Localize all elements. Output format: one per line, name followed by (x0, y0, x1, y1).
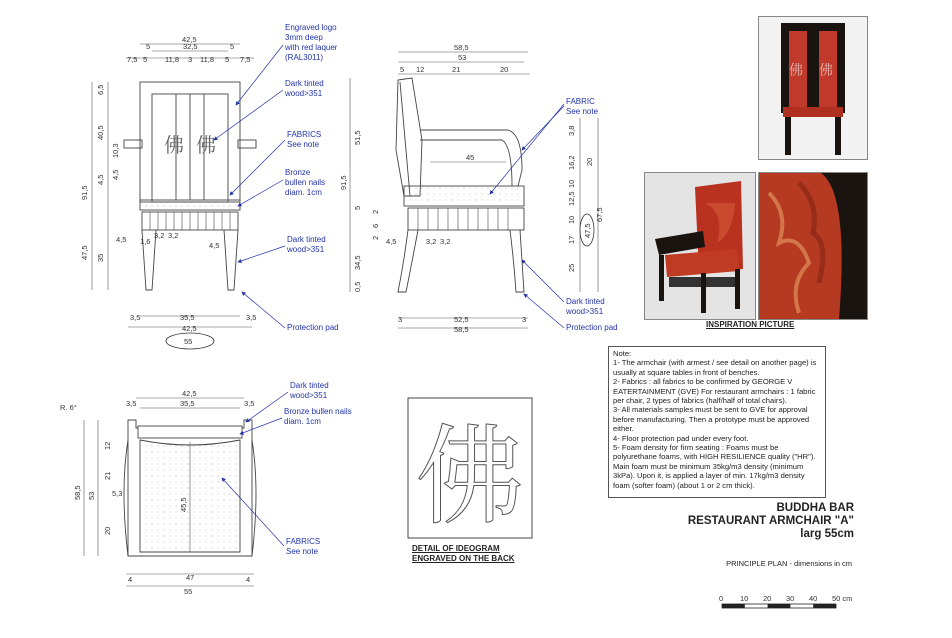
svg-text:91,5: 91,5 (80, 185, 89, 200)
svg-text:0: 0 (719, 594, 724, 603)
svg-text:58,5: 58,5 (73, 485, 82, 500)
svg-text:3,5: 3,5 (126, 399, 137, 408)
principle-plan-label: PRINCIPLE PLAN - dimensions in cm (726, 559, 852, 568)
svg-text:4,5: 4,5 (96, 174, 105, 185)
inspiration-photo-detail (758, 172, 868, 320)
svg-text:11,8: 11,8 (200, 55, 215, 64)
svg-text:20: 20 (585, 157, 594, 166)
svg-text:(RAL3011): (RAL3011) (285, 53, 324, 62)
svg-text:11,8: 11,8 (165, 55, 180, 64)
svg-text:5: 5 (400, 65, 405, 74)
svg-text:佛: 佛 (819, 63, 833, 79)
svg-text:47: 47 (186, 573, 195, 582)
svg-text:5: 5 (225, 55, 230, 64)
ideogram-character: 佛 (416, 415, 525, 540)
svg-text:7,5: 7,5 (240, 55, 251, 64)
svg-text:FABRICS: FABRICS (287, 130, 322, 139)
svg-text:12: 12 (103, 441, 112, 450)
title-line: BUDDHA BAR (776, 502, 854, 514)
svg-text:20: 20 (763, 594, 772, 603)
svg-text:2: 2 (371, 209, 380, 214)
notes-line: 1- The armchair (with armest / see detail on another page) is usually at square tables in front of benches. (613, 358, 817, 377)
svg-text:52,5: 52,5 (454, 315, 469, 324)
svg-text:Dark tinted: Dark tinted (287, 235, 326, 244)
svg-text:6,5: 6,5 (96, 84, 105, 95)
notes-line: Note: (613, 349, 632, 358)
svg-text:12: 12 (416, 65, 425, 74)
svg-text:10: 10 (567, 179, 576, 188)
svg-text:12,5: 12,5 (567, 191, 576, 206)
side-leaders (490, 104, 564, 328)
svg-text:Protection pad: Protection pad (287, 323, 339, 332)
svg-text:3,5: 3,5 (246, 313, 257, 322)
svg-text:35,5: 35,5 (180, 399, 195, 408)
svg-text:wood>351: wood>351 (566, 307, 604, 316)
detail-label-line: ENGRAVED ON THE BACK (412, 553, 515, 563)
svg-text:35: 35 (96, 253, 105, 262)
svg-text:10,3: 10,3 (111, 143, 120, 158)
svg-text:Dark tinted: Dark tinted (290, 381, 329, 390)
svg-text:51,5: 51,5 (353, 130, 362, 145)
notes-line: 5- Foam density for firm seating : Foams must be polyurethane foams, with HIGH RESILIENCE quality ("HR"). Main foam must be minimum 35kg/m3 density (minimum 3kPa). Upon it, is applied a layer of min. 17kg/m3 density foam (softer foam) (about 1 or 2 cm thick). (613, 443, 816, 490)
side-view (350, 52, 598, 328)
svg-text:FABRIC: FABRIC (566, 97, 595, 106)
svg-text:diam. 1cm: diam. 1cm (284, 417, 321, 426)
svg-text:FABRICS: FABRICS (286, 537, 321, 546)
svg-text:32,5: 32,5 (183, 42, 198, 51)
svg-text:Bronze: Bronze (285, 168, 311, 177)
notes-line: 2- Fabrics : all fabrics to be confirmed by GEORGE V EATERTAINMENT (GVE) For restaurant armchairs : 1 fabric per chair, 2 types of fabrics (half/half of total chairs). (613, 377, 816, 406)
title-line: larg 55cm (800, 528, 854, 540)
svg-text:5: 5 (230, 42, 235, 51)
svg-text:42,5: 42,5 (182, 324, 197, 333)
svg-text:10: 10 (740, 594, 749, 603)
svg-text:3,2: 3,2 (440, 237, 451, 246)
inspiration-label: INSPIRATION PICTURE (706, 320, 795, 329)
svg-text:3,8: 3,8 (567, 125, 576, 136)
svg-text:17: 17 (567, 235, 576, 244)
svg-text:47,5: 47,5 (80, 245, 89, 260)
svg-text:See note: See note (286, 547, 319, 556)
svg-text:21: 21 (103, 471, 112, 480)
svg-text:diam. 1cm: diam. 1cm (285, 188, 322, 197)
svg-text:5: 5 (146, 42, 151, 51)
svg-text:wood>351: wood>351 (285, 89, 323, 98)
svg-text:1,6: 1,6 (140, 237, 151, 246)
svg-text:50 cm: 50 cm (832, 594, 853, 603)
svg-text:35,5: 35,5 (180, 313, 195, 322)
svg-text:5: 5 (143, 55, 148, 64)
svg-text:34,5: 34,5 (353, 255, 362, 270)
front-leaders (214, 45, 285, 328)
svg-text:55: 55 (184, 337, 193, 346)
svg-text:10: 10 (567, 215, 576, 224)
svg-text:30: 30 (786, 594, 795, 603)
svg-text:See note: See note (287, 140, 320, 149)
svg-text:4,5: 4,5 (386, 237, 397, 246)
svg-text:16,2: 16,2 (567, 155, 576, 170)
svg-text:45: 45 (466, 153, 475, 162)
svg-text:91,5: 91,5 (339, 175, 348, 190)
svg-text:Protection pad: Protection pad (566, 323, 618, 332)
svg-text:40: 40 (809, 594, 818, 603)
inspiration-photo-angle (644, 172, 756, 320)
svg-text:7,5: 7,5 (127, 55, 138, 64)
svg-text:wood>351: wood>351 (290, 391, 328, 400)
svg-text:20: 20 (103, 526, 112, 535)
svg-text:42,5: 42,5 (182, 35, 197, 44)
svg-text:20: 20 (500, 65, 509, 74)
inspiration-photo-front (758, 16, 868, 160)
detail-label-line: DETAIL OF IDEOGRAM (412, 544, 500, 553)
svg-text:Dark tinted: Dark tinted (285, 79, 324, 88)
svg-text:3: 3 (398, 315, 403, 324)
svg-text:3,2: 3,2 (168, 231, 179, 240)
svg-text:bullen nails: bullen nails (285, 178, 326, 187)
title-line: RESTAURANT ARMCHAIR "A" (687, 515, 854, 527)
front-callouts (284, 23, 339, 332)
svg-text:3,5: 3,5 (244, 399, 255, 408)
svg-text:58,5: 58,5 (454, 43, 469, 52)
svg-text:25: 25 (567, 263, 576, 272)
svg-text:21: 21 (452, 65, 461, 74)
svg-text:67,5: 67,5 (595, 207, 604, 222)
svg-text:55: 55 (184, 587, 193, 596)
svg-text:4,5: 4,5 (209, 241, 220, 250)
svg-text:wood>351: wood>351 (287, 245, 325, 254)
svg-text:Bronze bullen nails: Bronze bullen nails (284, 407, 352, 416)
svg-text:佛: 佛 (196, 133, 216, 157)
notes-line: 4- Floor protection pad under every foot. (613, 433, 749, 443)
svg-text:6: 6 (371, 223, 380, 228)
svg-text:47,5: 47,5 (583, 223, 592, 238)
svg-text:53: 53 (458, 53, 467, 62)
notes-box (608, 346, 826, 498)
plan-callouts (284, 381, 352, 556)
svg-text:3mm deep: 3mm deep (285, 33, 323, 42)
svg-text:5,3: 5,3 (112, 489, 123, 498)
svg-text:Engraved logo: Engraved logo (285, 23, 337, 32)
svg-text:2: 2 (371, 235, 380, 240)
svg-text:40,5: 40,5 (96, 125, 105, 140)
svg-text:3,5: 3,5 (130, 313, 141, 322)
svg-text:58,5: 58,5 (454, 325, 469, 334)
svg-text:3,2: 3,2 (426, 237, 437, 246)
notes-line: 3- All materials samples must be sent to GVE for approval before manufacturing. Then a prototype must be approved either. (613, 405, 810, 434)
scale-bar (722, 604, 836, 608)
svg-text:53: 53 (87, 491, 96, 500)
svg-text:R. 6°: R. 6° (60, 403, 77, 412)
title-block (640, 502, 854, 541)
plan-view (84, 398, 256, 586)
svg-text:5: 5 (353, 205, 362, 210)
svg-text:Dark tinted: Dark tinted (566, 297, 605, 306)
svg-text:3: 3 (522, 315, 527, 324)
svg-text:4: 4 (128, 575, 133, 584)
svg-text:3: 3 (188, 55, 193, 64)
svg-text:佛: 佛 (789, 63, 803, 79)
svg-text:4: 4 (246, 575, 251, 584)
svg-text:45,5: 45,5 (179, 497, 188, 512)
svg-text:0,5: 0,5 (353, 281, 362, 292)
svg-text:4,5: 4,5 (111, 169, 120, 180)
front-view (92, 44, 256, 327)
svg-text:佛: 佛 (164, 133, 184, 157)
svg-text:42,5: 42,5 (182, 389, 197, 398)
ideogram-detail-label (412, 544, 515, 563)
svg-text:with red laquer: with red laquer (285, 43, 338, 52)
scale-labels (719, 594, 852, 603)
svg-text:See note: See note (566, 107, 599, 116)
svg-text:4,5: 4,5 (116, 235, 127, 244)
svg-text:3,2: 3,2 (154, 231, 165, 240)
